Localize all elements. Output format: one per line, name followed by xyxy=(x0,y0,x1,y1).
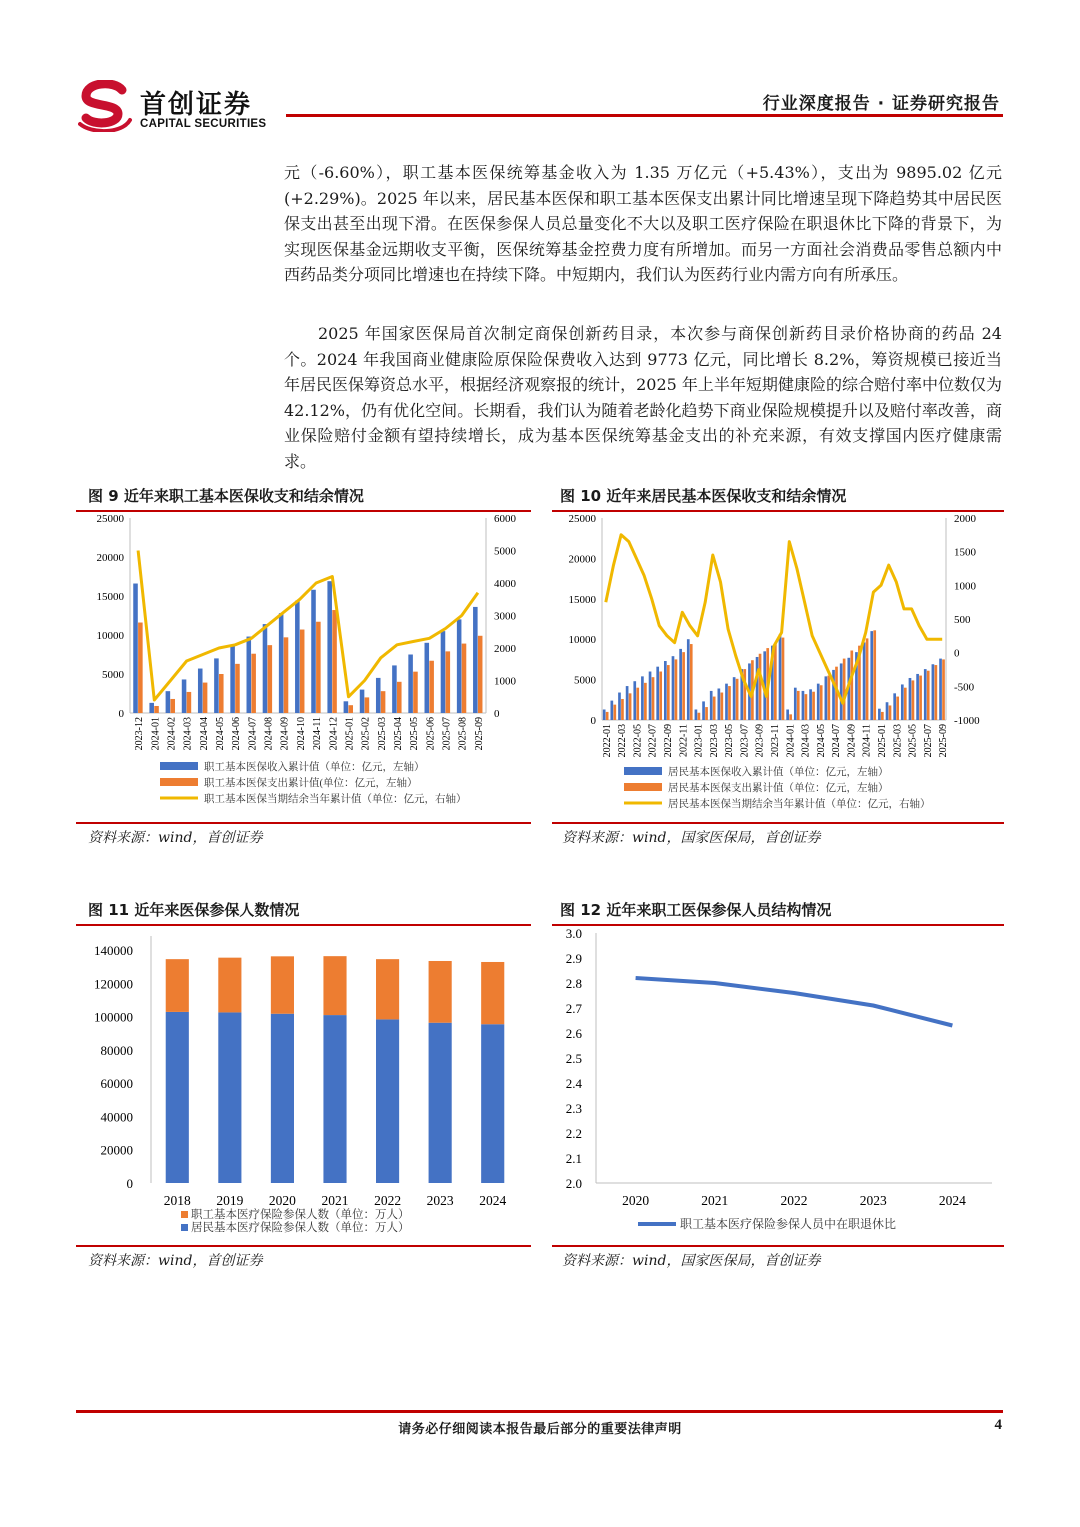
figure-10-bottom-rule xyxy=(552,822,1004,824)
y-axis-tick-label: 2.2 xyxy=(565,1126,582,1141)
bar-income xyxy=(817,684,820,720)
x-axis-tick-label: 2022 xyxy=(374,1193,402,1208)
bar-income xyxy=(878,709,881,720)
right-axis-tick-label: 6000 xyxy=(494,513,516,525)
right-axis-tick-label: 500 xyxy=(954,614,971,626)
bar-income xyxy=(633,681,636,720)
bar-income xyxy=(702,701,705,720)
bar-expense xyxy=(644,683,647,720)
company-logo xyxy=(78,80,288,132)
bar-expense xyxy=(942,659,945,720)
legend-bar-swatch xyxy=(624,783,662,791)
bar-expense xyxy=(690,644,693,720)
x-axis-tick-label: 2023 xyxy=(426,1193,454,1208)
legend-swatch xyxy=(181,1211,188,1218)
left-axis-tick-label: 0 xyxy=(590,715,596,727)
x-axis-tick-label: 2024-03 xyxy=(800,724,812,758)
bar-income xyxy=(733,677,736,720)
bar-expense xyxy=(759,654,762,720)
x-axis-tick-label: 2020 xyxy=(622,1193,650,1208)
bar-income xyxy=(198,669,203,713)
bar-income xyxy=(311,590,316,713)
bar-income xyxy=(863,642,866,720)
bar-income xyxy=(794,688,797,720)
bar-expense xyxy=(889,705,892,720)
x-axis-tick-label: 2025-02 xyxy=(360,717,372,751)
bar-income xyxy=(932,664,935,720)
bar-expense xyxy=(873,630,876,720)
x-axis-tick-label: 2024-07 xyxy=(247,717,259,751)
bar-expense xyxy=(912,680,915,720)
bar-employee-insured xyxy=(218,958,241,1013)
bar-expense xyxy=(606,712,609,720)
y-axis-tick-label: 0 xyxy=(126,1176,133,1191)
bar-expense xyxy=(621,699,624,720)
figure-11-title: 图 11 近年来医保参保人数情况 xyxy=(88,901,300,919)
x-axis-tick-label: 2024-10 xyxy=(295,717,307,751)
bar-income xyxy=(779,634,782,720)
bar-expense xyxy=(728,686,731,720)
bar-expense xyxy=(789,714,792,720)
y-axis-tick-label: 140000 xyxy=(94,943,133,958)
bar-expense xyxy=(629,693,632,720)
bar-income xyxy=(166,691,171,713)
bar-expense xyxy=(805,694,808,720)
bar-income xyxy=(230,646,235,713)
left-axis-tick-label: 20000 xyxy=(96,552,124,564)
bar-expense xyxy=(682,652,685,720)
right-axis-tick-label: 4000 xyxy=(494,578,516,590)
bar-expense xyxy=(219,674,224,713)
bar-income xyxy=(870,631,873,720)
right-axis-tick-label: 0 xyxy=(954,647,960,660)
figure-10-source: 资料来源：wind，国家医保局，首创证券 xyxy=(562,830,821,846)
bar-income xyxy=(893,693,896,720)
x-axis-tick-label: 2022 xyxy=(780,1193,808,1208)
right-axis-tick-label: 0 xyxy=(494,708,500,720)
x-axis-tick-label: 2023-03 xyxy=(708,724,720,758)
bar-expense xyxy=(850,651,853,720)
right-axis-tick-label: 1500 xyxy=(954,546,976,559)
figure-9-chart xyxy=(76,512,536,822)
x-axis-tick-label: 2022-05 xyxy=(632,724,644,758)
bar-income xyxy=(649,672,652,720)
left-axis-tick-label: 25000 xyxy=(96,513,124,525)
header-divider xyxy=(286,114,1003,117)
left-axis-tick-label: 25000 xyxy=(568,513,596,525)
x-axis-tick-label: 2022-09 xyxy=(662,724,674,758)
right-axis-tick-label: 2000 xyxy=(494,643,516,655)
bar-resident-insured xyxy=(429,1023,452,1183)
bar-expense xyxy=(235,664,240,713)
bar-expense xyxy=(478,636,483,713)
bar-expense xyxy=(927,671,930,720)
bar-expense xyxy=(446,651,451,713)
x-axis-tick-label: 2024-01 xyxy=(785,724,797,758)
legend-label: 居民基本医保支出累计值（单位：亿元，左轴） xyxy=(668,783,889,794)
figure-9-source: 资料来源：wind，首创证券 xyxy=(88,830,263,846)
right-axis-tick-label: -500 xyxy=(954,681,975,694)
y-axis-tick-label: 2.9 xyxy=(565,951,582,966)
x-axis-tick-label: 2024-11 xyxy=(312,717,324,750)
x-axis-tick-label: 2024-05 xyxy=(215,717,226,751)
bar-income xyxy=(247,637,252,713)
x-axis-tick-label: 2024-04 xyxy=(198,717,210,751)
bar-resident-insured xyxy=(481,1024,504,1183)
bar-income xyxy=(610,701,613,720)
bar-income xyxy=(802,691,805,720)
body-paragraph-1: 元（-6.60%），职工基本医保统筹基金收入为 1.35 万亿元（+5.43%），支出为 9895.02 亿元(+2.29%)。2025 年以来，居民基本医保和职工基本医保支出累计同比增速呈现下降趋势其中居民医保支出甚至出现下滑。在医保参保人员总量变化不大以及职工医疗保险在职退休比下降的背景下，为实现医保基金远期收支平衡，医保统筹基金控费力度有所增加。而另一方面社会消费品零售总额内中西药品类分项同比增速也在持续下降。中短期内，我们认为医药行业内需方向有所承压。 xyxy=(284,163,1002,285)
y-axis-tick-label: 20000 xyxy=(100,1142,133,1158)
x-axis-tick-label: 2022-11 xyxy=(678,724,690,757)
left-axis-tick-label: 15000 xyxy=(96,591,124,603)
figure-10-title: 图 10 近年来居民基本医保收支和结余情况 xyxy=(560,487,847,505)
figure-10-chart xyxy=(552,512,1004,822)
bar-employee-insured xyxy=(271,956,294,1013)
bar-income xyxy=(687,639,690,720)
left-axis-tick-label: 5000 xyxy=(574,674,596,687)
y-axis-tick-label: 2.8 xyxy=(565,976,582,991)
bar-expense xyxy=(170,699,175,713)
bar-resident-insured xyxy=(376,1019,399,1183)
left-axis-tick-label: 5000 xyxy=(102,669,124,681)
x-axis-tick-label: 2023-07 xyxy=(739,724,751,758)
figure-10-svg xyxy=(552,512,1004,822)
bar-expense xyxy=(332,610,337,713)
bar-expense xyxy=(820,685,823,720)
bar-expense xyxy=(828,676,831,720)
bar-income xyxy=(327,581,332,713)
bar-income xyxy=(473,607,478,713)
legal-notice: 请务必仔细阅读本报告最后部分的重要法律声明 xyxy=(398,1422,682,1437)
bar-expense xyxy=(429,661,434,713)
bar-income xyxy=(408,655,413,714)
x-axis-tick-label: 2022-03 xyxy=(617,724,629,758)
logo-chinese-name: 首创证券 xyxy=(140,90,253,120)
right-axis-tick-label: -1000 xyxy=(954,715,980,727)
x-axis-tick-label: 2024 xyxy=(479,1193,507,1208)
figure-12-chart xyxy=(552,926,1004,1244)
x-axis-tick-label: 2025-07 xyxy=(441,717,453,751)
x-axis-tick-label: 2019 xyxy=(216,1193,244,1208)
x-axis-tick-label: 2024-11 xyxy=(861,724,873,757)
x-axis-tick-label: 2021 xyxy=(321,1193,349,1208)
y-axis-tick-label: 3.0 xyxy=(565,926,582,941)
x-axis-tick-label: 2024-09 xyxy=(279,717,291,751)
x-axis-tick-label: 2020 xyxy=(268,1193,296,1208)
right-axis-tick-label: 2000 xyxy=(954,513,976,525)
bar-expense xyxy=(713,697,716,720)
y-axis-tick-label: 2.6 xyxy=(565,1026,582,1041)
bar-expense xyxy=(284,637,289,713)
bar-income xyxy=(603,709,606,720)
bar-expense xyxy=(381,691,386,713)
bar-expense xyxy=(736,679,739,720)
x-axis-tick-label: 2025-08 xyxy=(457,717,469,751)
x-axis-tick-label: 2025-07 xyxy=(922,724,934,758)
x-axis-tick-label: 2021 xyxy=(701,1193,729,1208)
bar-income xyxy=(664,661,667,720)
figure-11-source: 资料来源：wind，首创证券 xyxy=(88,1253,263,1269)
legend-label: 居民基本医保收入累计值（单位：亿元，左轴） xyxy=(668,767,889,778)
x-axis-tick-label: 2022-07 xyxy=(647,724,659,758)
right-axis-tick-label: 1000 xyxy=(954,580,976,593)
right-axis-tick-label: 3000 xyxy=(494,610,516,623)
legend-label: 职工基本医疗保险参保人数（单位：万人） xyxy=(191,1209,410,1221)
bar-income xyxy=(641,676,644,720)
y-axis-tick-label: 100000 xyxy=(94,1009,133,1025)
figure-12-svg xyxy=(552,926,1004,1244)
left-axis-tick-label: 10000 xyxy=(96,630,124,642)
bar-expense xyxy=(613,705,616,720)
x-axis-tick-label: 2024-01 xyxy=(150,717,162,751)
bar-income xyxy=(457,619,462,713)
bar-income xyxy=(133,584,138,713)
x-axis-tick-label: 2025-03 xyxy=(892,724,904,758)
bar-income xyxy=(695,709,698,720)
bar-employee-insured xyxy=(323,956,346,1015)
report-type-title: 行业深度报告 · 证券研究报告 xyxy=(762,94,1000,114)
bar-expense xyxy=(935,665,938,720)
bar-expense xyxy=(904,688,907,720)
bar-expense xyxy=(919,676,922,720)
logo-english-name: CAPITAL SECURITIES xyxy=(140,118,267,130)
legend-label: 职工基本医疗保险参保人员中在职退休比 xyxy=(680,1217,897,1231)
x-axis-tick-label: 2023-11 xyxy=(770,724,781,757)
bar-income xyxy=(425,643,430,713)
y-axis-tick-label: 60000 xyxy=(100,1076,133,1092)
body-paragraph-2: 2025 年国家医保局首次制定商保创新药目录，本次参与商保创新药目录价格协商的药品 24 个。2024 年我国商业健康险原保险保费收入达到 9773 亿元，同比增长 8.2%，筹资规模已接近当年居民医保筹资总水平，根据经济观察报的统计，2025 年上半年短期健康险的综合赔付率中位数仅为 42.12%，仍有优化空间。长期看，我们认为随着老龄化趋势下商业保险规模提升以及赔付率改善，商业保险赔付金额有望持续增长，成为基本医保统筹基金支出的补充来源，有效支撑国内医疗健康需求。 xyxy=(284,324,1002,471)
legend-label: 居民基本医疗保险参保人数（单位：万人） xyxy=(191,1222,410,1234)
figure-9-title: 图 9 近年来职工基本医保收支和结余情况 xyxy=(88,487,364,505)
x-axis-tick-label: 2025-04 xyxy=(393,717,404,751)
x-axis-tick-label: 2024-03 xyxy=(182,717,194,751)
y-axis-tick-label: 2.3 xyxy=(565,1101,582,1116)
bar-expense xyxy=(300,630,305,713)
bar-income xyxy=(360,690,365,713)
bar-income xyxy=(656,667,659,720)
bar-expense xyxy=(698,713,701,720)
x-axis-tick-label: 2018 xyxy=(163,1193,191,1208)
x-axis-tick-label: 2025-01 xyxy=(344,717,356,751)
bar-expense xyxy=(896,697,899,720)
x-axis-tick-label: 2024-05 xyxy=(815,724,827,758)
legend-label: 居民基本医保当期结余当年累计值（单位：亿元，右轴） xyxy=(668,799,931,810)
bar-income xyxy=(672,656,675,720)
left-axis-tick-label: 15000 xyxy=(568,593,596,606)
bar-income xyxy=(718,688,721,720)
bar-income xyxy=(679,649,682,720)
bar-expense xyxy=(348,705,353,713)
bar-employee-insured xyxy=(376,959,399,1019)
x-axis-tick-label: 2023-01 xyxy=(693,724,705,758)
bar-resident-insured xyxy=(323,1015,346,1183)
bar-income xyxy=(344,701,349,713)
bar-income xyxy=(909,678,912,720)
bar-expense xyxy=(462,644,467,713)
bar-expense xyxy=(203,683,208,713)
bar-income xyxy=(263,624,268,713)
figure-9-svg xyxy=(76,512,536,822)
y-axis-tick-label: 2.7 xyxy=(565,1001,582,1016)
bar-expense xyxy=(705,707,708,720)
x-axis-tick-label: 2023-12 xyxy=(134,717,146,751)
legend-bar-swatch xyxy=(160,762,198,770)
bar-income xyxy=(756,657,759,720)
y-axis-tick-label: 2.1 xyxy=(565,1151,582,1166)
x-axis-tick-label: 2024 xyxy=(938,1193,966,1208)
x-axis-tick-label: 2025-01 xyxy=(877,724,889,758)
legend-label: 职工基本医保收入累计值（单位：亿元，左轴） xyxy=(204,762,425,773)
x-axis-tick-label: 2024-12 xyxy=(328,717,340,751)
x-axis-tick-label: 2024-07 xyxy=(831,724,843,758)
figure-11-svg xyxy=(76,926,536,1244)
y-axis-tick-label: 120000 xyxy=(94,976,133,992)
bar-expense xyxy=(843,659,846,720)
bar-income xyxy=(840,663,843,720)
figure-11-bottom-rule xyxy=(76,1245,531,1247)
capital-securities-logo-icon xyxy=(78,80,134,132)
bar-resident-insured xyxy=(218,1012,241,1183)
bar-expense xyxy=(397,682,402,713)
left-axis-tick-label: 20000 xyxy=(568,553,596,566)
footer-divider xyxy=(76,1410,1003,1413)
x-axis-tick-label: 2024-08 xyxy=(263,717,275,751)
bar-expense xyxy=(268,645,273,713)
bar-income xyxy=(441,631,446,713)
x-axis-tick-label: 2024-06 xyxy=(231,717,243,751)
bar-resident-insured xyxy=(271,1014,294,1183)
left-axis-tick-label: 0 xyxy=(118,708,124,720)
bar-income xyxy=(786,709,789,720)
legend-bar-swatch xyxy=(160,778,198,786)
y-axis-tick-label: 40000 xyxy=(100,1109,133,1125)
legend-swatch xyxy=(181,1224,188,1231)
legend-label: 职工基本医保支出累计值(单位：亿元，左轴） xyxy=(204,778,418,789)
bar-expense xyxy=(316,622,321,713)
bar-expense xyxy=(675,659,678,720)
bar-income xyxy=(214,658,219,713)
x-axis-tick-label: 2025-09 xyxy=(473,717,485,751)
bar-income xyxy=(901,684,904,720)
bar-income xyxy=(295,601,300,713)
bar-income xyxy=(916,674,919,720)
bar-expense xyxy=(413,672,418,713)
bar-resident-insured xyxy=(166,1012,189,1183)
bar-expense xyxy=(881,712,884,720)
bar-expense xyxy=(782,638,785,720)
bar-expense xyxy=(652,677,655,720)
bar-expense xyxy=(365,697,370,713)
bar-income xyxy=(149,703,154,713)
x-axis-tick-label: 2023-05 xyxy=(724,724,736,758)
right-axis-tick-label: 1000 xyxy=(494,675,516,688)
bar-income xyxy=(939,659,942,720)
x-axis-tick-label: 2025-06 xyxy=(425,717,437,751)
bar-employee-insured xyxy=(166,959,189,1012)
bar-income xyxy=(182,679,187,713)
bar-income xyxy=(279,613,284,713)
x-axis-tick-label: 2023-09 xyxy=(754,724,766,758)
x-axis-tick-label: 2023 xyxy=(859,1193,887,1208)
y-axis-tick-label: 2.0 xyxy=(565,1176,582,1191)
bar-income xyxy=(618,693,621,720)
bar-expense xyxy=(866,638,869,720)
bar-income xyxy=(710,691,713,720)
x-axis-tick-label: 2022-01 xyxy=(601,724,613,758)
bar-expense xyxy=(138,623,143,713)
x-axis-tick-label: 2025-05 xyxy=(409,717,421,751)
legend-label: 职工基本医保当期结余当年累计值（单位：亿元，右轴） xyxy=(204,794,467,805)
bar-income xyxy=(626,686,629,720)
bar-expense xyxy=(154,706,159,713)
bar-employee-insured xyxy=(481,962,504,1024)
left-axis-tick-label: 10000 xyxy=(568,634,596,647)
bar-expense xyxy=(797,691,800,720)
legend-bar-swatch xyxy=(624,767,662,775)
x-axis-tick-label: 2024-02 xyxy=(166,717,178,751)
page-number: 4 xyxy=(994,1417,1002,1433)
figure-9-bottom-rule xyxy=(76,822,531,824)
figure-12-title: 图 12 近年来职工医保参保人员结构情况 xyxy=(560,901,832,919)
bar-employee-insured xyxy=(429,961,452,1023)
bar-income xyxy=(924,669,927,720)
x-axis-tick-label: 2025-05 xyxy=(907,724,919,758)
bar-expense xyxy=(667,665,670,720)
y-axis-tick-label: 2.5 xyxy=(565,1051,582,1066)
bar-expense xyxy=(812,692,815,720)
y-axis-tick-label: 80000 xyxy=(100,1042,133,1058)
x-axis-tick-label: 2024-09 xyxy=(846,724,858,758)
x-axis-tick-label: 2025-09 xyxy=(938,724,950,758)
figure-11-chart xyxy=(76,926,536,1244)
figure-12-source: 资料来源：wind，国家医保局，首创证券 xyxy=(562,1253,821,1269)
bar-income xyxy=(825,676,828,720)
bar-income xyxy=(392,665,397,713)
bar-expense xyxy=(187,692,192,713)
right-axis-tick-label: 5000 xyxy=(494,545,516,558)
x-axis-tick-label: 2025-03 xyxy=(376,717,388,751)
bar-income xyxy=(725,684,728,720)
bar-income xyxy=(886,702,889,720)
y-axis-tick-label: 2.4 xyxy=(565,1076,582,1091)
bar-income xyxy=(809,689,812,720)
bar-expense xyxy=(720,693,723,720)
bar-income xyxy=(376,678,381,713)
retirement-ratio-line xyxy=(636,978,953,1026)
bar-expense xyxy=(636,688,639,720)
figure-12-bottom-rule xyxy=(552,1245,1004,1247)
bar-expense xyxy=(774,643,777,720)
bar-expense xyxy=(251,654,256,713)
bar-expense xyxy=(659,672,662,720)
